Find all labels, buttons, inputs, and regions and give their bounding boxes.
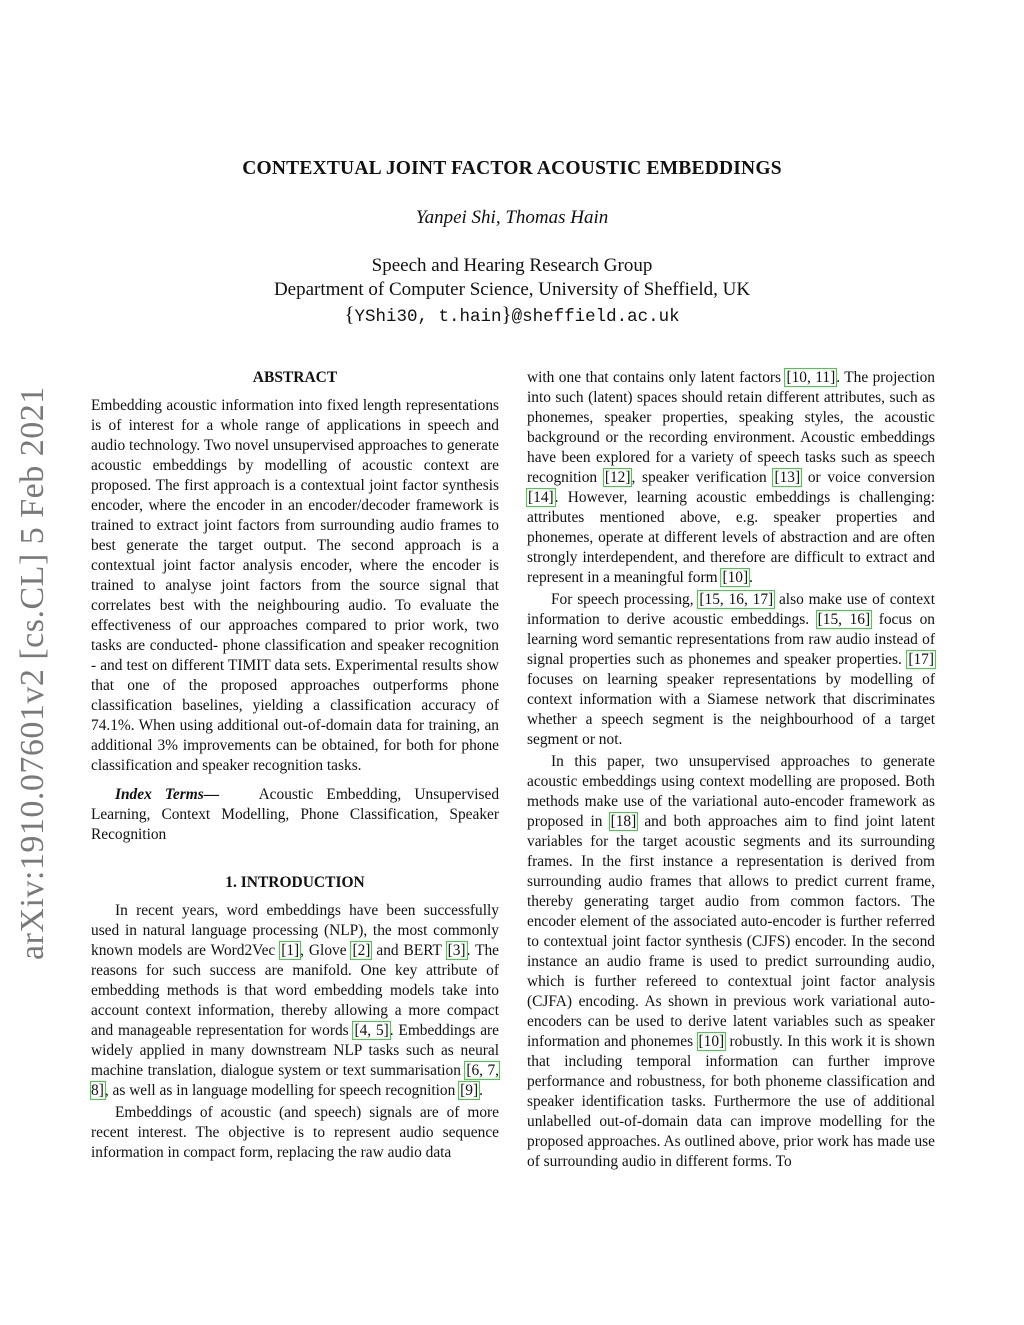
text-run: , speaker verification (631, 469, 774, 486)
email-users: YShi30, t.hain (354, 307, 502, 327)
citation-link (604, 469, 632, 486)
index-terms-text: Acoustic Embedding, Unsupervised Learning, Context Modelling, Phone Classification, Speaker Recognition (91, 786, 500, 843)
citation-ref[interactable]: [4, 5] (354, 1022, 389, 1039)
citation-link (459, 1082, 479, 1099)
paper-title: CONTEXTUAL JOINT FACTOR ACOUSTIC EMBEDDINGS (242, 158, 782, 179)
text-run: . The reasons for such success are manifold. One key attribute of embedding methods is that word embedding models take into account context information, thereby allowing a more compact and manageable representation for words (91, 942, 499, 1039)
citation-link (351, 942, 371, 959)
text-run: . The projection into such (latent) spaces should retain different attributes, such as phonemes, speaker properties, speaking styles, the acoustic background or the recording environment. Acoustic embeddings have been explored for a variety of speech tasks such as speech recognition (527, 369, 935, 486)
text-run: , as well as in language modelling for speech recognition (104, 1082, 460, 1099)
right-paragraph-3 (527, 752, 935, 1172)
citation-link (817, 611, 871, 628)
citation-link (610, 813, 638, 830)
right-column (527, 368, 935, 1172)
citation-ref[interactable]: [3] (447, 942, 466, 959)
text-run: and both approaches aim to find joint latent variables for the target acoustic segments and its surrounding frames. In the first instance a representation is derived from surrounding audio frames that allows to predict current frame, thereby generating target audio from common factors. The encoder element of the associated auto-encoder is further referred to contextual joint factor synthesis (CJFS) encoder. In the second instance an audio frame is used to predict surrounding audio, which is further refereed to contextual joint factor analysis (CJFA) encoding. As shown in previous work variational auto-encoders can be used to derive latent variables such as speaker information and phonemes (527, 813, 935, 1050)
citation-link (721, 569, 749, 586)
index-terms-label: Index Terms— (115, 786, 220, 803)
citation-ref[interactable]: [15, 16] (817, 611, 871, 628)
text-run: In this paper, two unsupervised approaches to generate acoustic embeddings using context modelling are proposed. Both methods make use of the variational auto-encoder framework as proposed in (527, 753, 935, 830)
text-run: focuses on learning speaker representations by modelling of context information with a Siamese network that discriminates whether a speech segment is the neighbourhood of a target segment or not. (527, 671, 935, 748)
text-run: focus on learning word semantic representations from raw audio instead of signal properties such as phonemes and speaker properties. (527, 611, 935, 668)
citation-ref[interactable]: [17] (908, 651, 934, 668)
text-run: In recent years, word embeddings have been successfully used in natural language processing (NLP), the most commonly known models are Word2Vec (91, 902, 499, 959)
text-run: or voice conversion (801, 469, 935, 486)
author-email[interactable] (0, 302, 1024, 329)
citation-ref[interactable]: [2] (352, 942, 371, 959)
citation-link (527, 489, 555, 506)
citation-ref[interactable]: [14] (528, 489, 554, 506)
abstract-heading: ABSTRACT (252, 369, 338, 386)
text-run: , Glove (300, 942, 352, 959)
text-run: robustly. In this work it is shown that including temporal information can further improve performance and robustness, for both phoneme classification and speaker identification tasks. Furthermore the use of additional unlabelled out-of-domain data can improve modelling for the proposed approaches. As outlined above, prior work has made use of surrounding audio in different forms. To (527, 1033, 935, 1170)
citation-ref[interactable]: [6, 7, 8] (91, 1062, 500, 1099)
right-paragraph-2 (527, 590, 935, 750)
email-domain: @sheffield.ac.uk (511, 307, 680, 327)
citation-ref[interactable]: [10, 11] (786, 369, 836, 386)
citation-ref[interactable]: [9] (460, 1082, 479, 1099)
text-run: . (479, 1082, 483, 1099)
paper-authors: Yanpei Shi, Thomas Hain (415, 207, 609, 228)
citation-ref[interactable]: [15, 16, 17] (699, 591, 774, 608)
text-run: with one that contains only latent factors (527, 369, 786, 386)
text-run: also make use of context information to derive acoustic embeddings. (527, 591, 936, 628)
index-terms (91, 785, 499, 845)
citation-link (698, 591, 774, 608)
email-open-brace: { (344, 302, 355, 326)
citation-ref[interactable]: [1] (281, 942, 300, 959)
citation-ref[interactable]: [13] (774, 469, 801, 486)
citation-link (353, 1022, 389, 1039)
text-run: . However, learning acoustic embeddings is challenging: attributes mentioned above, e.g. speaker properties and phonemes, operate at different levels of abstraction and are often strongly interdependent, and therefore are difficult to extract and represent in a meaningful form (527, 489, 935, 586)
department: Department of Computer Science, University of Sheffield, UK (273, 279, 751, 300)
text-run: . Embeddings are widely applied in many downstream NLP tasks such as neural machine translation, dialogue system or text summarisation (91, 1022, 499, 1079)
citation-ref[interactable]: [18] (610, 813, 637, 830)
email-close-brace: } (501, 302, 512, 326)
citation-link (907, 651, 935, 668)
citation-link (280, 942, 300, 959)
citation-link (447, 942, 467, 959)
citation-link (785, 369, 836, 386)
introduction-heading: 1. INTRODUCTION (225, 874, 365, 891)
citation-ref[interactable]: [10] (722, 569, 749, 586)
citation-ref[interactable]: [10] (698, 1033, 725, 1050)
text-run: . (749, 569, 753, 586)
affiliation-block (0, 254, 1024, 329)
citation-link (698, 1033, 726, 1050)
right-paragraph-1 (527, 368, 935, 588)
text-run: For speech processing, (551, 591, 699, 608)
citation-ref[interactable]: [12] (604, 469, 631, 486)
intro-paragraph-1 (91, 901, 499, 1101)
left-column (91, 368, 499, 1163)
citation-link (773, 469, 801, 486)
arxiv-identifier[interactable]: arXiv:1910.07601v2 [cs.CL] 5 Feb 2021 (14, 386, 51, 960)
abstract-text: Embedding acoustic information into fixed length representations is of interest for a whole range of applications in speech and audio technology. Two novel unsupervised approaches to generate acoustic embeddings by modelling of acoustic context are proposed. The first approach is a contextual joint factor synthesis encoder, where the encoder in an encoder/decoder framework is trained to extract joint factors from surrounding audio frames to best generate the target output. The second approach is a contextual joint factor analysis encoder, where the encoder is trained to analyse joint factors from the source signal that correlates best with the neighbouring audio. To evaluate the effectiveness of our approaches compared to prior work, two tasks are conducted- phone classification and speaker recognition - and test on different TIMIT data sets. Experimental results show that one of the proposed approaches outperforms phone classification baselines, yielding a classification accuracy of 74.1%. When using additional out-of-domain data for training, an additional 3% improvements can be obtained, for both for phone classification and speaker recognition tasks. (91, 397, 499, 774)
intro-paragraph-2: Embeddings of acoustic (and speech) signals are of more recent interest. The objective is to represent audio sequence information in compact form, replacing the raw audio data (91, 1104, 499, 1161)
text-run: and BERT (371, 942, 447, 959)
research-group: Speech and Hearing Research Group (371, 255, 653, 276)
